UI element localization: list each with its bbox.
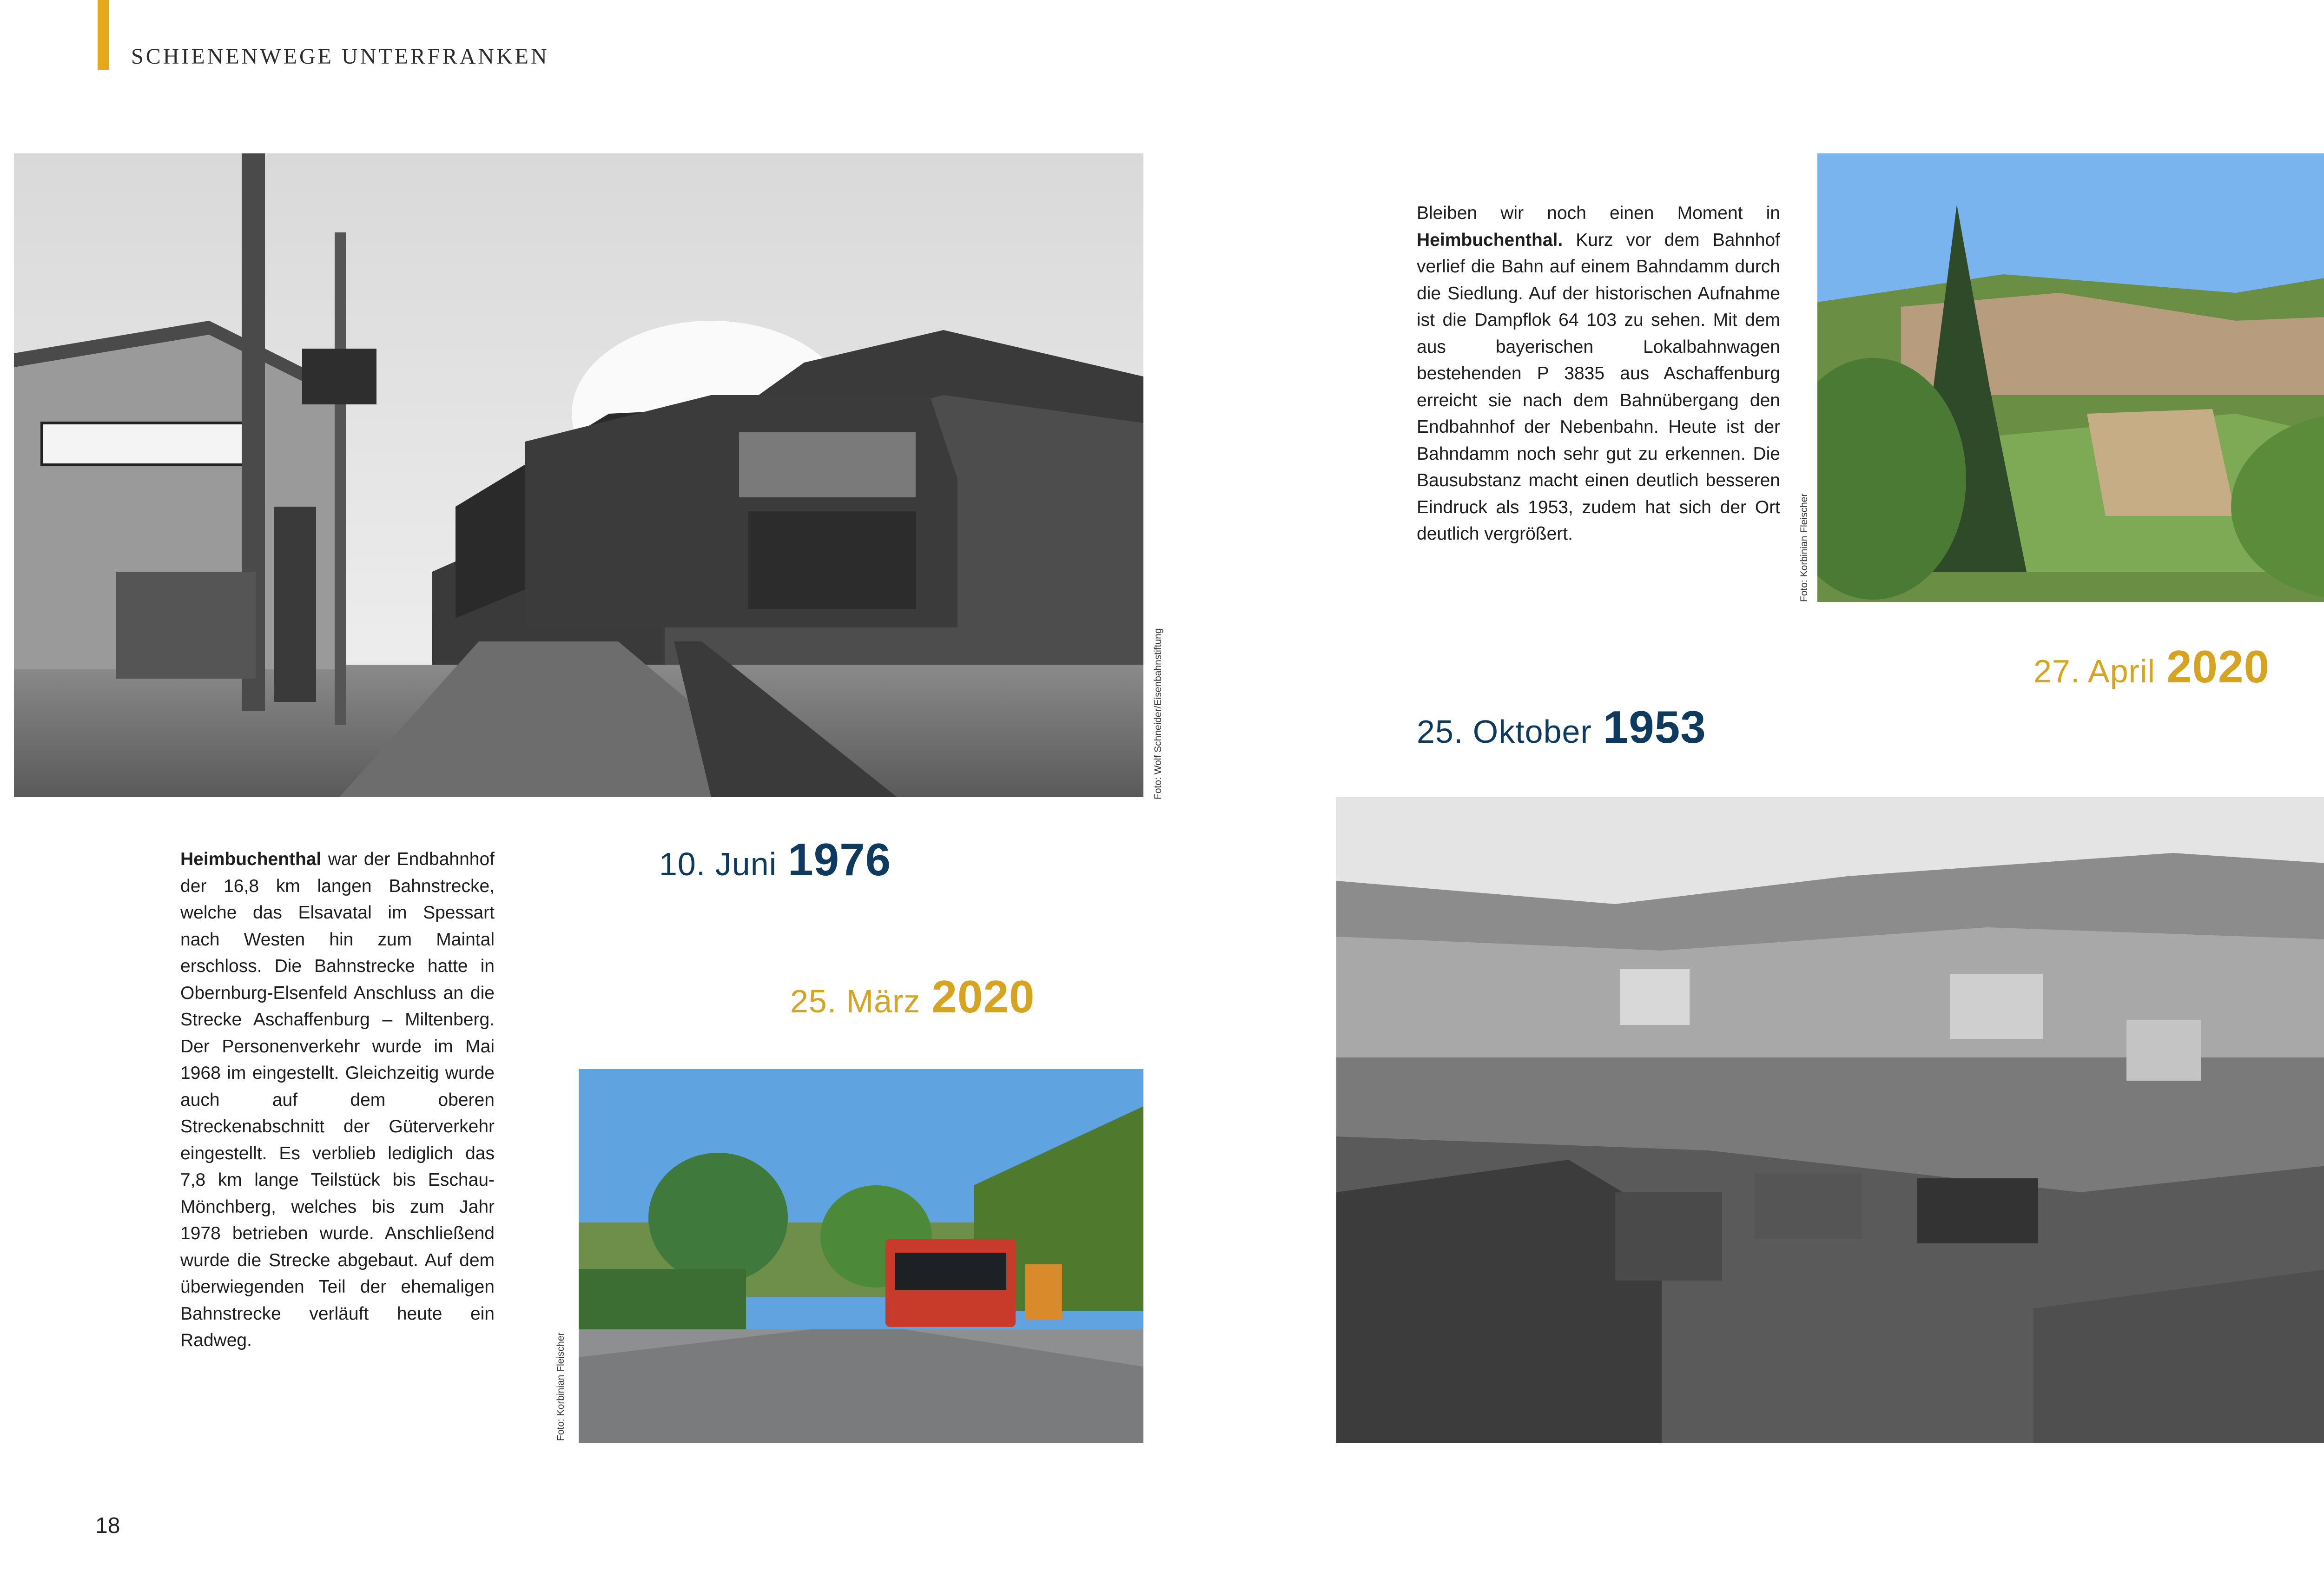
body-text-left-body: war der Endbahnhof der 16,8 km langen Bahnstrecke, welche das Elsavatal im Spessart nach Westen hin zum Maintal erschloss. Die Bahnstrecke hatte in Obernburg-Elsenfeld Anschluss an die Strecke Aschaffenburg – Miltenberg. Der Personenverkehr wurde im Mai 1968 im eingestellt. Gleichzeitig wurde auch auf dem oberen Streckenabschnitt der Güterverkehr eingestellt. Es verblieb lediglich das 7,8 km lange Teilstück bis Eschau-Mönchberg, welches bis zum Jahr 1978 betrieben wurde. Anschließend wurde die Strecke abgebaut. Auf dem überwiegenden Teil der ehemaligen Bahnstrecke verläuft heute ein Radweg. [180, 849, 495, 1350]
photo-bus-2020 [579, 1069, 1143, 1443]
body-text-right-body: Kurz vor dem Bahnhof verlief die Bahn auf einem Bahndamm durch die Siedlung. Auf der historischen Aufnahme ist die Dampflok 64 103 zu sehen. Mit dem aus bayerischen Lokalbahnwagen bestehenden P 3835 aus Aschaffenburg erreicht sie nach dem Bahnübergang den Endbahnhof der Nebenbahn. Heute ist der Bahndamm noch sehr gut zu erkennen. Die Bausubstanz macht einen deutlich besseren Eindruck als 1953, zudem hat sich der Ort deutlich vergrößert. [1417, 230, 1780, 544]
date-1953-day-month: 25. Oktober [1417, 713, 1592, 750]
date-1976-day-month: 10. Juni [659, 846, 777, 882]
date-label-april-2020 [2034, 641, 2270, 692]
running-header: SCHIENENWEGE UNTERFRANKEN [131, 44, 549, 69]
body-text-left [180, 846, 495, 1354]
date-label-1953 [1417, 701, 1706, 753]
body-text-right-lead: Heimbuchenthal. [1417, 230, 1563, 250]
body-text-left-lead: Heimbuchenthal [180, 849, 322, 869]
body-text-right-intro: Bleiben wir noch einen Moment in [1417, 203, 1780, 223]
credit-station-1976: Foto: Wolf Schneider/Eisenbahnstiftung [1153, 628, 1163, 799]
photo-village-2020 [1817, 153, 2324, 602]
date-label-maerz-2020 [790, 971, 1035, 1022]
date-label-1976 [659, 834, 891, 885]
credit-village-2020: Foto: Korbinian Fleischer [1799, 493, 1809, 602]
photo-village-1953 [1336, 797, 2324, 1443]
date-maerz-year: 2020 [931, 971, 1035, 1022]
date-april-day-month: 27. April [2034, 653, 2155, 689]
date-1953-year: 1953 [1603, 701, 1706, 753]
body-text-right [1417, 200, 1780, 548]
photo-station-1976 [14, 153, 1143, 797]
date-april-year: 2020 [2166, 641, 2270, 692]
credit-bus-2020: Foto: Korbinian Fleischer [555, 1332, 566, 1441]
date-1976-year: 1976 [788, 834, 891, 885]
page-number-left: 18 [95, 1513, 120, 1538]
header-accent-bar [98, 0, 109, 70]
date-maerz-day-month: 25. März [790, 983, 921, 1019]
